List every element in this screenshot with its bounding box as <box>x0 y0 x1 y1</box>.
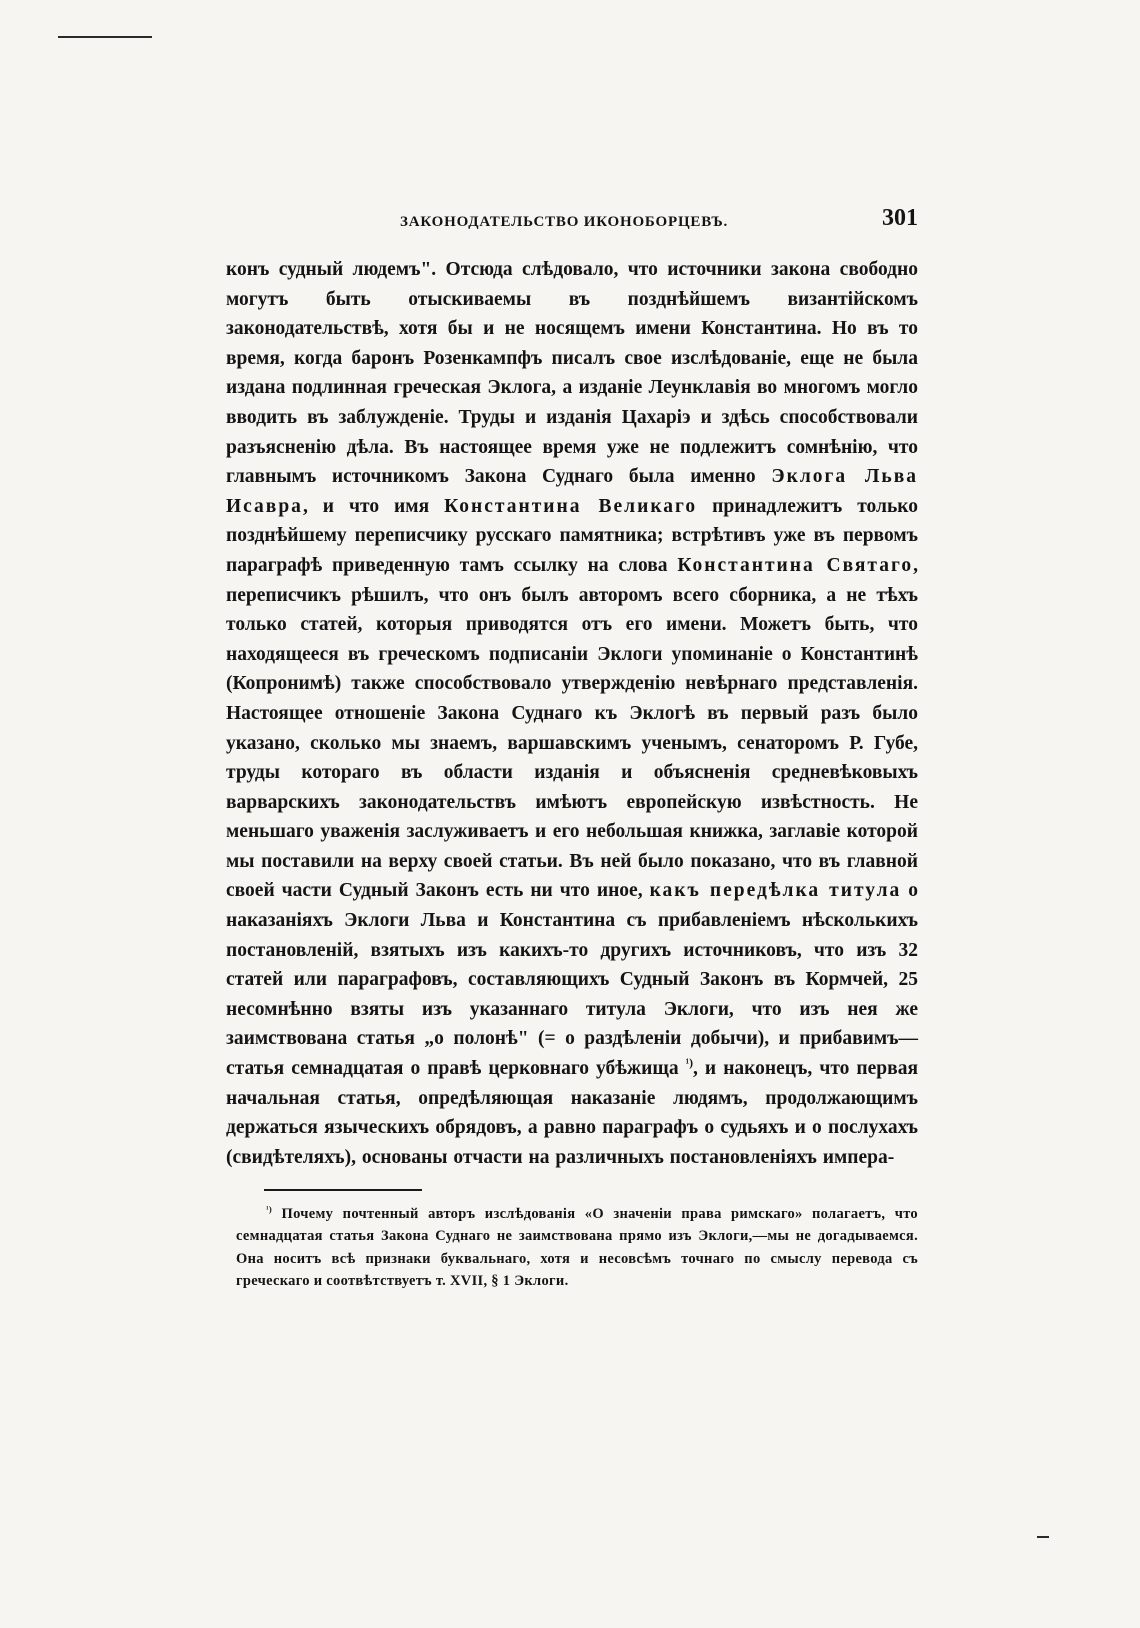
footnote-reference: ¹) <box>685 1056 694 1070</box>
footnote-divider <box>264 1189 422 1191</box>
footnote-text: Почему почтенный авторъ изслѣдованія «О значеніи права римскаго» полагаетъ, что семнадцатая статья Закона Суднаго не заимствована прямо изъ Эклоги,—мы не догадываемся. Она носитъ всѣ признаки буквальнаго, хотя и несовсѣмъ точнаго по смыслу перевода съ греческаго и соотвѣтствуетъ т. XVII, § 1 Эклоги. <box>236 1206 918 1290</box>
text-run: принадлежитъ только позднѣйшему переписчику русскаго памятника; встрѣтивъ уже въ первомъ параграфѣ приведенную тамъ ссылку на слова <box>226 495 918 576</box>
footnote-marker: ¹) <box>266 1204 273 1215</box>
text-run: конъ судный людемъ". Отсюда слѣдовало, что источники закона свободно могутъ быть отыскиваемы въ позднѣйшемъ византійскомъ законодательствѣ, хотя бы и не носящемъ имени Константина. Но въ то время, когда баронъ Розенкампфъ писалъ свое изслѣдованіе, еще не была издана подлинная греческая Эклога, а изданіе Леунклавія во многомъ могло вводить въ заблужденіе. Труды и изданія Цахаріэ и здѣсь способствовали разъясненію дѣла. Въ настоящее время уже не подлежитъ сомнѣнію, что главнымъ источникомъ Закона Суднаго была именно <box>226 259 918 488</box>
scan-edge-mark-bottom <box>1037 1536 1049 1538</box>
scan-edge-mark-top <box>58 36 152 38</box>
page-number: 301 <box>882 205 918 231</box>
text-run: , и наконецъ, что первая начальная статья, опредѣляющая наказаніе людямъ, продолжающимъ держаться языческихъ обрядовъ, а равно параграфъ о судьяхъ и о послухахъ (свидѣтеляхъ), основаны отчасти на различныхъ постановленіяхъ импера- <box>226 1058 918 1168</box>
page-header <box>226 205 918 239</box>
footnote <box>236 1203 918 1293</box>
spaced-text-run: какъ передѣлка титула <box>649 880 902 902</box>
spaced-text-run: Константина Великаго <box>444 495 698 517</box>
main-text <box>226 255 918 1172</box>
spaced-text-run: Эклога Льва Исавра <box>226 466 918 517</box>
text-run: , переписчикъ рѣшилъ, что онъ былъ авторомъ всего сборника, а не тѣхъ только статей, которыя приводятся отъ его имени. Можетъ быть, что находящееся въ греческомъ подписаніи Эклоги упоминаніе о Константинѣ (Копронимѣ) также способствовало утвержденію невѣрнаго представленія. Настоящее отношеніе Закона Суднаго къ Эклогѣ въ первый разъ было указано, сколько мы знаемъ, варшавскимъ ученымъ, сенаторомъ Р. Губе, труды котораго въ области изданія и объясненія средневѣковыхъ варварскихъ законодательствъ имѣютъ европейскую извѣстность. Не меньшаго уваженія заслуживаетъ и его небольшая книжка, заглавіе которой мы поставили на верху своей статьи. Въ ней было показано, что въ главной своей части Судный Законъ есть ни что иное, <box>226 554 918 902</box>
text-run: о наказаніяхъ Эклоги Льва и Константина съ прибавленіемъ нѣсколькихъ постановленій, взятыхъ изъ какихъ-то другихъ источниковъ, что изъ 32 статей или параграфовъ, составляющихъ Судный Законъ въ Кормчей, 25 несомнѣнно взяты изъ указаннаго титула Эклоги, что изъ нея же заимствована статья „о полонѣ" (= о раздѣленіи добычи), и прибавимъ—статья семнадцатая о правѣ церковнаго убѣжища <box>226 880 918 1080</box>
text-run: , и что имя <box>302 495 445 517</box>
running-head: ЗАКОНОДАТЕЛЬСТВО ИКОНОБОРЦЕВЪ. <box>400 214 729 230</box>
spaced-text-run: Константина Святаго <box>677 554 914 576</box>
